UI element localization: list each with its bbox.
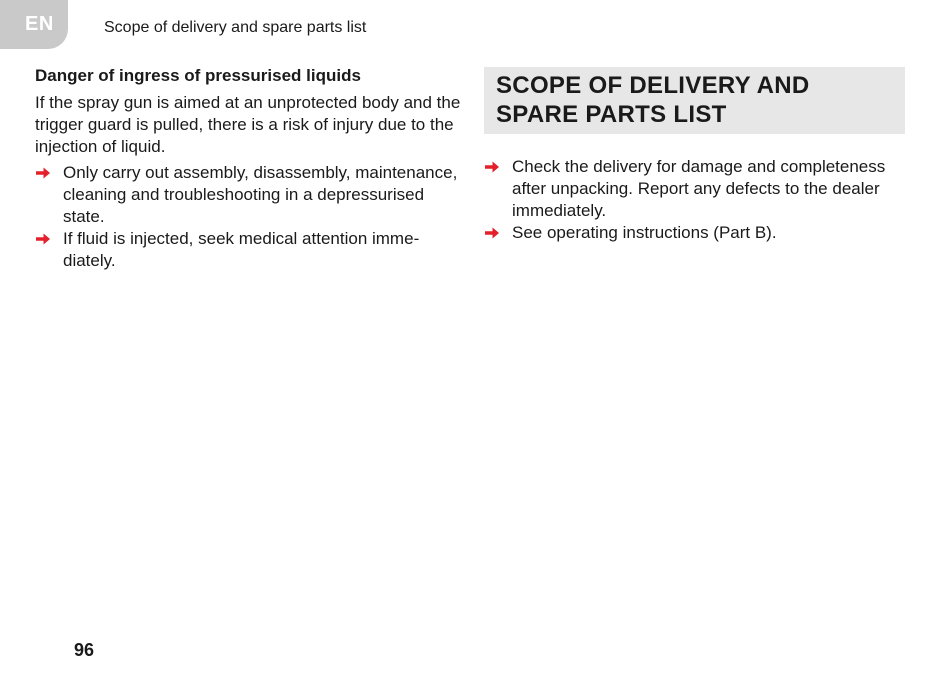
running-header-title: Scope of delivery and spare parts list: [104, 19, 367, 36]
left-column: [35, 66, 465, 272]
arrow-right-icon: [484, 226, 500, 240]
warning-text: If the spray gun is aimed at an unprotected body and the trigger guard is pulled, there is a risk of injury due to the injection of liquid.: [35, 93, 461, 156]
warning-title: Danger of ingress of pressurised liquids: [35, 66, 361, 85]
list-item-text: If fluid is injected, seek medical attention immediately.: [63, 229, 420, 270]
page-number: 96: [74, 640, 95, 660]
list-item: [35, 162, 465, 228]
warning-instruction-list: [35, 162, 465, 272]
list-item: [484, 156, 905, 222]
arrow-right-icon: [35, 232, 51, 246]
arrow-right-icon: [35, 166, 51, 180]
section-heading: SCOPE OF DELIVERY AND SPARE PARTS LIST: [484, 67, 905, 134]
language-tab: EN: [0, 0, 68, 49]
list-item-text: Check the delivery for damage and completeness after unpacking. Report any defects to the dealer immediately.: [512, 157, 886, 220]
list-item: [35, 228, 465, 272]
list-item: [484, 222, 905, 244]
list-item-text: Only carry out assembly, disassembly, maintenance, cleaning and troubleshooting in a depressurised state.: [63, 163, 458, 226]
delivery-instruction-list: [484, 156, 905, 244]
list-item-text: See operating instructions (Part B).: [512, 223, 777, 242]
right-column: [484, 67, 905, 244]
arrow-right-icon: [484, 160, 500, 174]
